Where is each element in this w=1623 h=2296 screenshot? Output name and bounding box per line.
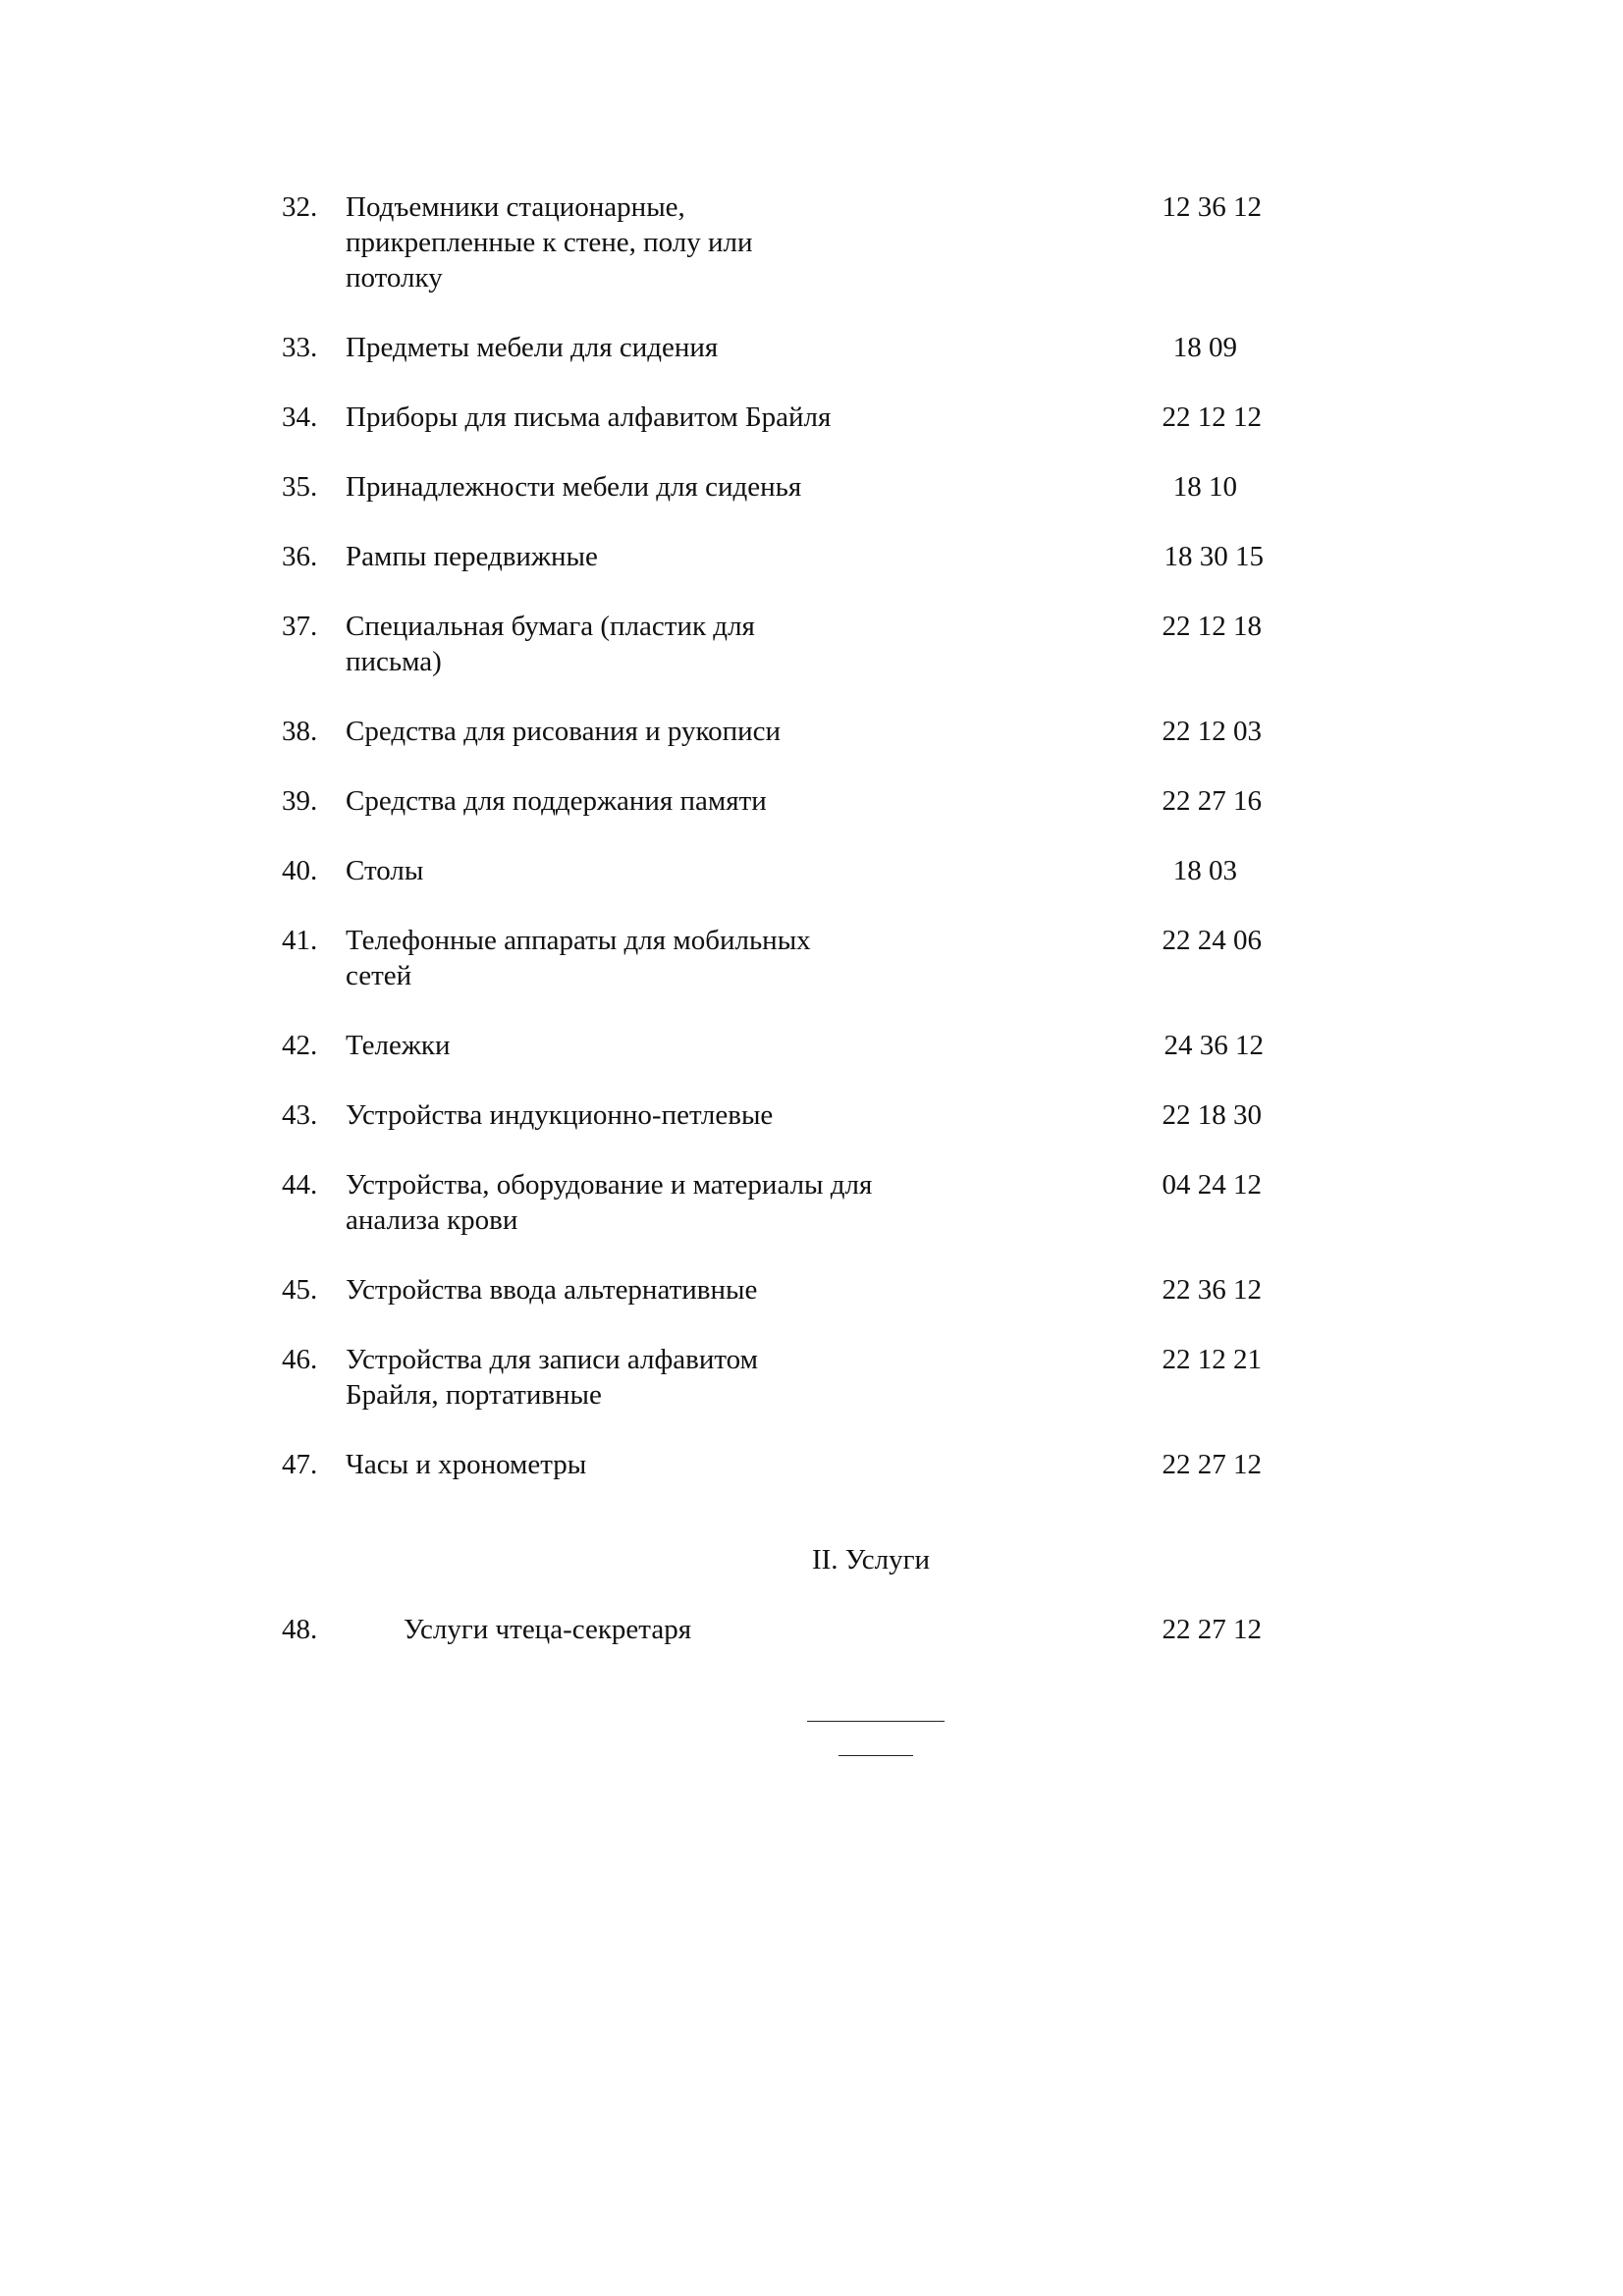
list-item: [0, 609, 1623, 679]
item-description: Часы и хронометры: [346, 1449, 587, 1480]
item-description: Услуги чтеца-секретаря: [404, 1614, 692, 1645]
item-code: 22 12 18: [1162, 611, 1262, 642]
item-number: 36.: [282, 541, 318, 572]
item-code: 12 36 12: [1162, 191, 1262, 223]
item-number: 41.: [282, 925, 318, 956]
item-description: Устройства ввода альтернативные: [346, 1274, 758, 1306]
item-number: 39.: [282, 785, 318, 817]
item-number: 38.: [282, 716, 318, 747]
item-code: 22 24 06: [1162, 925, 1262, 956]
item-number: 44.: [282, 1169, 318, 1201]
item-code: 22 27 12: [1162, 1614, 1262, 1645]
list-item: [0, 1097, 1623, 1133]
item-code: 22 12 12: [1162, 401, 1262, 433]
item-description: Телефонные аппараты для мобильных сетей: [346, 925, 811, 991]
item-code: 22 27 12: [1162, 1449, 1262, 1480]
list-item: [0, 783, 1623, 819]
list-item: [0, 923, 1623, 993]
item-description: Устройства для записи алфавитом Брайля, портативные: [346, 1344, 758, 1411]
item-code: 18 09: [1172, 332, 1237, 363]
item-code: 24 36 12: [1163, 1030, 1264, 1061]
item-description: Устройства, оборудование и материалы для анализа крови: [346, 1169, 873, 1236]
end-rule-long: [807, 1721, 945, 1722]
list-item: [0, 1167, 1623, 1238]
item-code: 22 36 12: [1162, 1274, 1262, 1306]
item-number: 35.: [282, 471, 318, 503]
section-title: II. Услуги: [811, 1544, 931, 1575]
list-item: [0, 714, 1623, 749]
list-item: [0, 400, 1623, 435]
item-code: 22 12 21: [1162, 1344, 1262, 1375]
item-number: 33.: [282, 332, 318, 363]
list-item: [0, 469, 1623, 505]
item-description: Предметы мебели для сидения: [346, 332, 719, 363]
item-code: 04 24 12: [1162, 1169, 1262, 1201]
list-item: [0, 1028, 1623, 1063]
item-number: 48.: [282, 1614, 318, 1645]
item-description: Специальная бумага (пластик для письма): [346, 611, 755, 677]
item-description: Средства для поддержания памяти: [346, 785, 767, 817]
item-number: 32.: [282, 191, 318, 223]
item-description: Приборы для письма алфавитом Брайля: [346, 401, 832, 433]
list-item: [0, 539, 1623, 574]
item-number: 43.: [282, 1099, 318, 1131]
list-item: [0, 1342, 1623, 1413]
list-item: [0, 853, 1623, 888]
item-number: 34.: [282, 401, 318, 433]
item-code: 22 12 03: [1162, 716, 1262, 747]
item-code: 18 30 15: [1163, 541, 1264, 572]
item-code: 22 27 16: [1162, 785, 1262, 817]
item-description: Рампы передвижные: [346, 541, 598, 572]
item-number: 47.: [282, 1449, 318, 1480]
list-item: [0, 330, 1623, 365]
item-description: Средства для рисования и рукописи: [346, 716, 782, 747]
end-rule-short: [839, 1755, 913, 1756]
item-description: Столы: [346, 855, 424, 886]
list-item: [0, 189, 1623, 295]
list-item: [0, 1272, 1623, 1308]
item-code: 18 03: [1172, 855, 1237, 886]
item-number: 40.: [282, 855, 318, 886]
item-description: Устройства индукционно-петлевые: [346, 1099, 774, 1131]
item-number: 46.: [282, 1344, 318, 1375]
items-list: [0, 189, 1623, 1517]
item-description: Тележки: [346, 1030, 451, 1061]
item-code: 22 18 30: [1162, 1099, 1262, 1131]
item-description: Подъемники стационарные, прикрепленные к стене, полу или потолку: [346, 191, 753, 294]
item-number: 45.: [282, 1274, 318, 1306]
item-description: Принадлежности мебели для сиденья: [346, 471, 802, 503]
item-number: 42.: [282, 1030, 318, 1061]
list-item: [0, 1447, 1623, 1482]
list-item: [0, 1612, 1623, 1647]
item-number: 37.: [282, 611, 318, 642]
item-code: 18 10: [1172, 471, 1237, 503]
